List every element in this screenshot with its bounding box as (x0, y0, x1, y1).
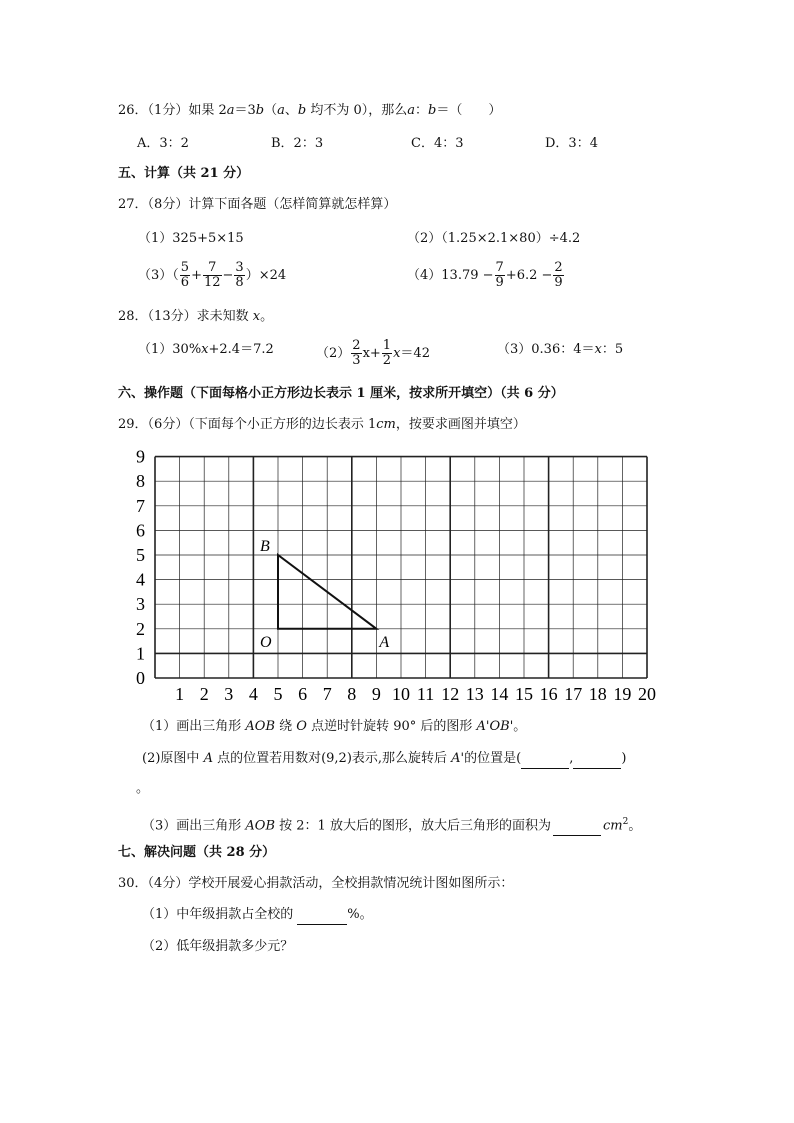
q28-part-2: （2） $\frac{2}{3}$ x+ $\frac{1}{2}$ x＝42 (316, 338, 430, 368)
x-tick-label: 12 (441, 684, 460, 704)
q30-stem: 30．（4分）学校开展爱心捐款活动，全校捐款情况统计图如图所示： (118, 876, 514, 891)
q28-stem: 28．（13分）求未知数 x。 (118, 309, 274, 324)
x-axis-labels (175, 684, 656, 704)
vertex-label-a: A (379, 633, 390, 651)
x-tick-label: 5 (273, 684, 283, 704)
x-tick-label: 7 (322, 684, 332, 704)
x-tick-label: 17 (564, 684, 583, 704)
x-tick-label: 9 (371, 684, 381, 704)
q29-part-1: （1）画出三角形 AOB 绕 O 点逆时针旋转 90° 后的图形 A'OB'。 (142, 719, 527, 734)
y-tick-label: 7 (136, 495, 145, 516)
x-tick-label: 14 (490, 684, 509, 704)
x-tick-label: 15 (515, 684, 533, 704)
q30-part-1: （1）中年级捐款占全校的 %。 (142, 906, 373, 925)
q29-part-3: （3）画出三角形 AOB 按 2：1 放大后的图形，放大后三角形的面积为 $cm^2$。 (142, 813, 641, 836)
y-tick-label: 1 (136, 643, 145, 664)
q27-part-2: （2）（1.25×2.1×80）÷4.2 (407, 231, 581, 246)
x-tick-label: 16 (539, 684, 558, 704)
q26-stem: 26．（1分）如果 2a＝3b（a、b 均不为 0），那么a：b＝（ ） (118, 103, 502, 118)
grid-lines (155, 457, 647, 678)
q27-part-3: （3）（ $\frac{5}{6}$ + $\frac{7}{12}$ − $\frac{3}{8}$ ）×24 (138, 260, 287, 290)
q28-part-3: （3）0.36：4＝x：5 (497, 342, 624, 357)
q26-option-d: D．3：4 (545, 136, 598, 151)
y-tick-label: 2 (136, 618, 145, 639)
q27-part-1: （1）325+5×15 (138, 231, 244, 246)
q30-part-2: （2）低年级捐款多少元？ (142, 939, 294, 954)
q26-option-c: C．4：3 (411, 136, 464, 151)
q27-stem: 27．（8分）计算下面各题（怎样简算就怎样算） (118, 197, 397, 212)
vertex-label-o: O (260, 633, 272, 651)
y-tick-label: 4 (136, 569, 145, 590)
x-tick-label: 3 (224, 684, 234, 704)
answer-blank[interactable] (297, 906, 347, 925)
x-tick-label: 2 (199, 684, 209, 704)
x-tick-label: 6 (298, 684, 308, 704)
vertex-label-b: B (260, 538, 270, 555)
fraction: $\frac{7}{9}$ (495, 260, 504, 290)
q29-part-2: (2)原图中 A 点的位置若用数对(9,2)表示,那么旋转后 A'的位置是( , ) (142, 750, 626, 769)
fraction: $\frac{3}{8}$ (235, 260, 244, 290)
y-tick-label: 9 (136, 446, 145, 467)
fraction: $\frac{5}{6}$ (180, 260, 190, 290)
section-6-heading: 六、操作题（下面每格小正方形边长表示 1 厘米，按求所开填空）（共 6 分） (118, 386, 564, 401)
answer-blank[interactable] (553, 817, 601, 836)
x-tick-label: 1 (175, 684, 185, 704)
section-5-heading: 五、计算（共 21 分） (118, 166, 250, 181)
q26-option-b: B．2：3 (271, 136, 324, 151)
x-tick-label: 18 (588, 684, 607, 704)
x-tick-label: 10 (392, 684, 410, 704)
x-tick-label: 13 (465, 684, 484, 704)
fraction: $\frac{7}{12}$ (203, 260, 221, 290)
fraction: $\frac{2}{9}$ (554, 260, 563, 290)
q29-stem: 29．（6分）（下面每个小正方形的边长表示 1cm，按要求画图并填空） (118, 417, 526, 432)
y-tick-label: 8 (136, 471, 145, 492)
x-tick-label: 11 (416, 684, 435, 704)
q29-part-2-period: 。 (136, 781, 150, 796)
y-axis-labels (136, 447, 145, 688)
coordinate-grid (135, 444, 665, 706)
answer-blank[interactable] (521, 750, 569, 769)
q26-option-a: A．3：2 (137, 136, 189, 151)
q27-part-4: （4）13.79 − $\frac{7}{9}$ +6.2 − $\frac{2}{9}$ (407, 260, 563, 290)
x-tick-label: 8 (347, 684, 357, 704)
x-tick-label: 20 (638, 684, 656, 704)
y-tick-label: 5 (136, 545, 145, 565)
section-7-heading: 七、解决问题（共 28 分） (118, 845, 276, 860)
y-tick-label: 3 (136, 594, 145, 615)
x-tick-label: 19 (613, 684, 632, 704)
fraction: $\frac{1}{2}$ (382, 338, 392, 368)
y-tick-label: 6 (136, 520, 145, 541)
q28-part-1: （1）30%x+2.4＝7.2 (138, 342, 274, 357)
answer-blank[interactable] (573, 750, 621, 769)
x-tick-label: 4 (248, 684, 258, 704)
fraction: $\frac{2}{3}$ (352, 338, 361, 368)
y-tick-label: 0 (136, 668, 145, 688)
